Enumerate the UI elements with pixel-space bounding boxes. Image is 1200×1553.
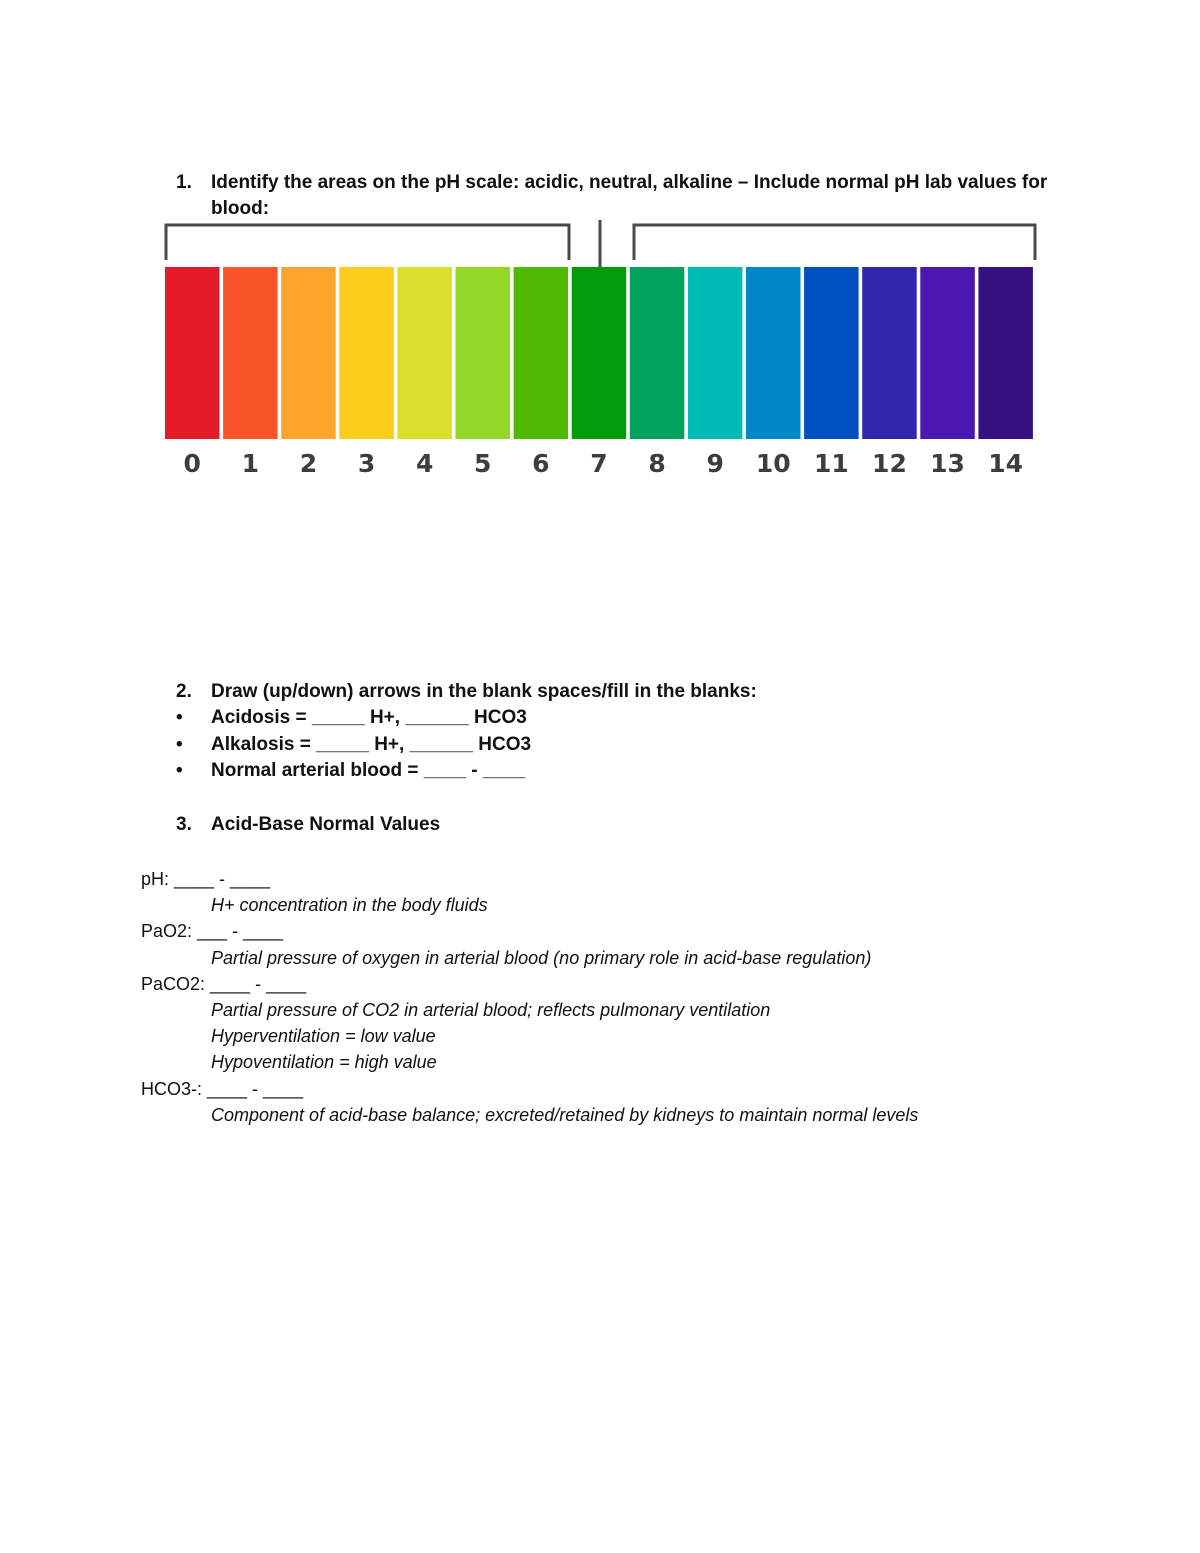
- ph-label-3: 3: [357, 449, 376, 478]
- ph-bar-9: [688, 267, 743, 439]
- ph-label-11: 11: [813, 449, 849, 478]
- pao2-label: PaO2: ___ - ____: [141, 921, 284, 942]
- acidic-bracket: [166, 225, 569, 260]
- ph-bar-0: [165, 267, 220, 439]
- ph-label-9: 9: [706, 449, 724, 478]
- ph-bar-4: [397, 267, 452, 439]
- hco3-note: Component of acid-base balance; excreted/retained by kidneys to maintain normal levels: [211, 1104, 919, 1125]
- ph-bar-14: [978, 267, 1033, 439]
- question-2-number: 2.: [176, 681, 192, 702]
- bullet-marker: •: [176, 760, 183, 781]
- bullet-marker: •: [176, 707, 183, 728]
- ph-bar-3: [339, 267, 394, 439]
- bullet-marker: •: [176, 733, 183, 755]
- ph-label-7: 7: [590, 449, 608, 478]
- ph-label-0: 0: [183, 449, 201, 478]
- hypoventilation-note: Hypoventilation = high value: [211, 1052, 437, 1073]
- ph-label-2: 2: [299, 449, 318, 478]
- question-3-text: Acid-Base Normal Values: [211, 814, 441, 835]
- acidosis-blank: Acidosis = _____ H+, ______ HCO3: [211, 707, 527, 728]
- ph-bar-6: [514, 267, 569, 439]
- ph-bar-7: [572, 267, 627, 439]
- question-3-number: 3.: [176, 814, 192, 835]
- ph-label-8: 8: [648, 449, 666, 478]
- normal-arterial-blood-blank: Normal arterial blood = ____ - ____: [211, 760, 526, 781]
- ph-label-4: 4: [415, 449, 434, 478]
- ph-bar-13: [920, 267, 975, 439]
- ph-labels: [184, 449, 1024, 478]
- ph-label-6: 6: [532, 449, 550, 478]
- ph-bar-2: [281, 267, 336, 439]
- alkaline-bracket: [634, 225, 1035, 260]
- question-1-text: Identify the areas on the pH scale: acidic, neutral, alkaline – Include normal pH lab values for blood:: [211, 172, 1048, 219]
- ph-label-10: 10: [755, 449, 791, 478]
- hco3-label: HCO3-: ____ - ____: [141, 1078, 304, 1099]
- pao2-note: Partial pressure of oxygen in arterial blood (no primary role in acid-base regulation): [211, 947, 872, 968]
- ph-label-13: 13: [930, 449, 965, 478]
- hyperventilation-note: Hyperventilation = low value: [211, 1026, 436, 1047]
- alkalosis-blank: Alkalosis = _____ H+, ______ HCO3: [211, 733, 532, 755]
- ph-scale-graphic: [160, 215, 1045, 485]
- ph-bar-5: [456, 267, 511, 439]
- ph-label-5: 5: [474, 449, 492, 478]
- ph-scale-figure: [160, 215, 1045, 485]
- ph-label-12: 12: [872, 449, 907, 478]
- ph-bars: [165, 267, 1033, 439]
- paco2-label: PaCO2: ____ - ____: [141, 973, 307, 994]
- ph-bar-8: [630, 267, 685, 439]
- ph-label: pH: ____ - ____: [141, 869, 271, 889]
- ph-label-14: 14: [988, 449, 1024, 478]
- ph-label-1: 1: [241, 449, 260, 478]
- paco2-note: Partial pressure of CO2 in arterial blood; reflects pulmonary ventilation: [211, 999, 771, 1020]
- ph-bar-1: [223, 267, 278, 439]
- question-1-number: 1.: [176, 172, 192, 193]
- ph-bar-12: [862, 267, 917, 439]
- ph-bar-11: [804, 267, 859, 439]
- ph-note: H+ concentration in the body fluids: [211, 895, 488, 916]
- question-2-text: Draw (up/down) arrows in the blank spaces/fill in the blanks:: [211, 681, 757, 702]
- ph-bar-10: [746, 267, 801, 439]
